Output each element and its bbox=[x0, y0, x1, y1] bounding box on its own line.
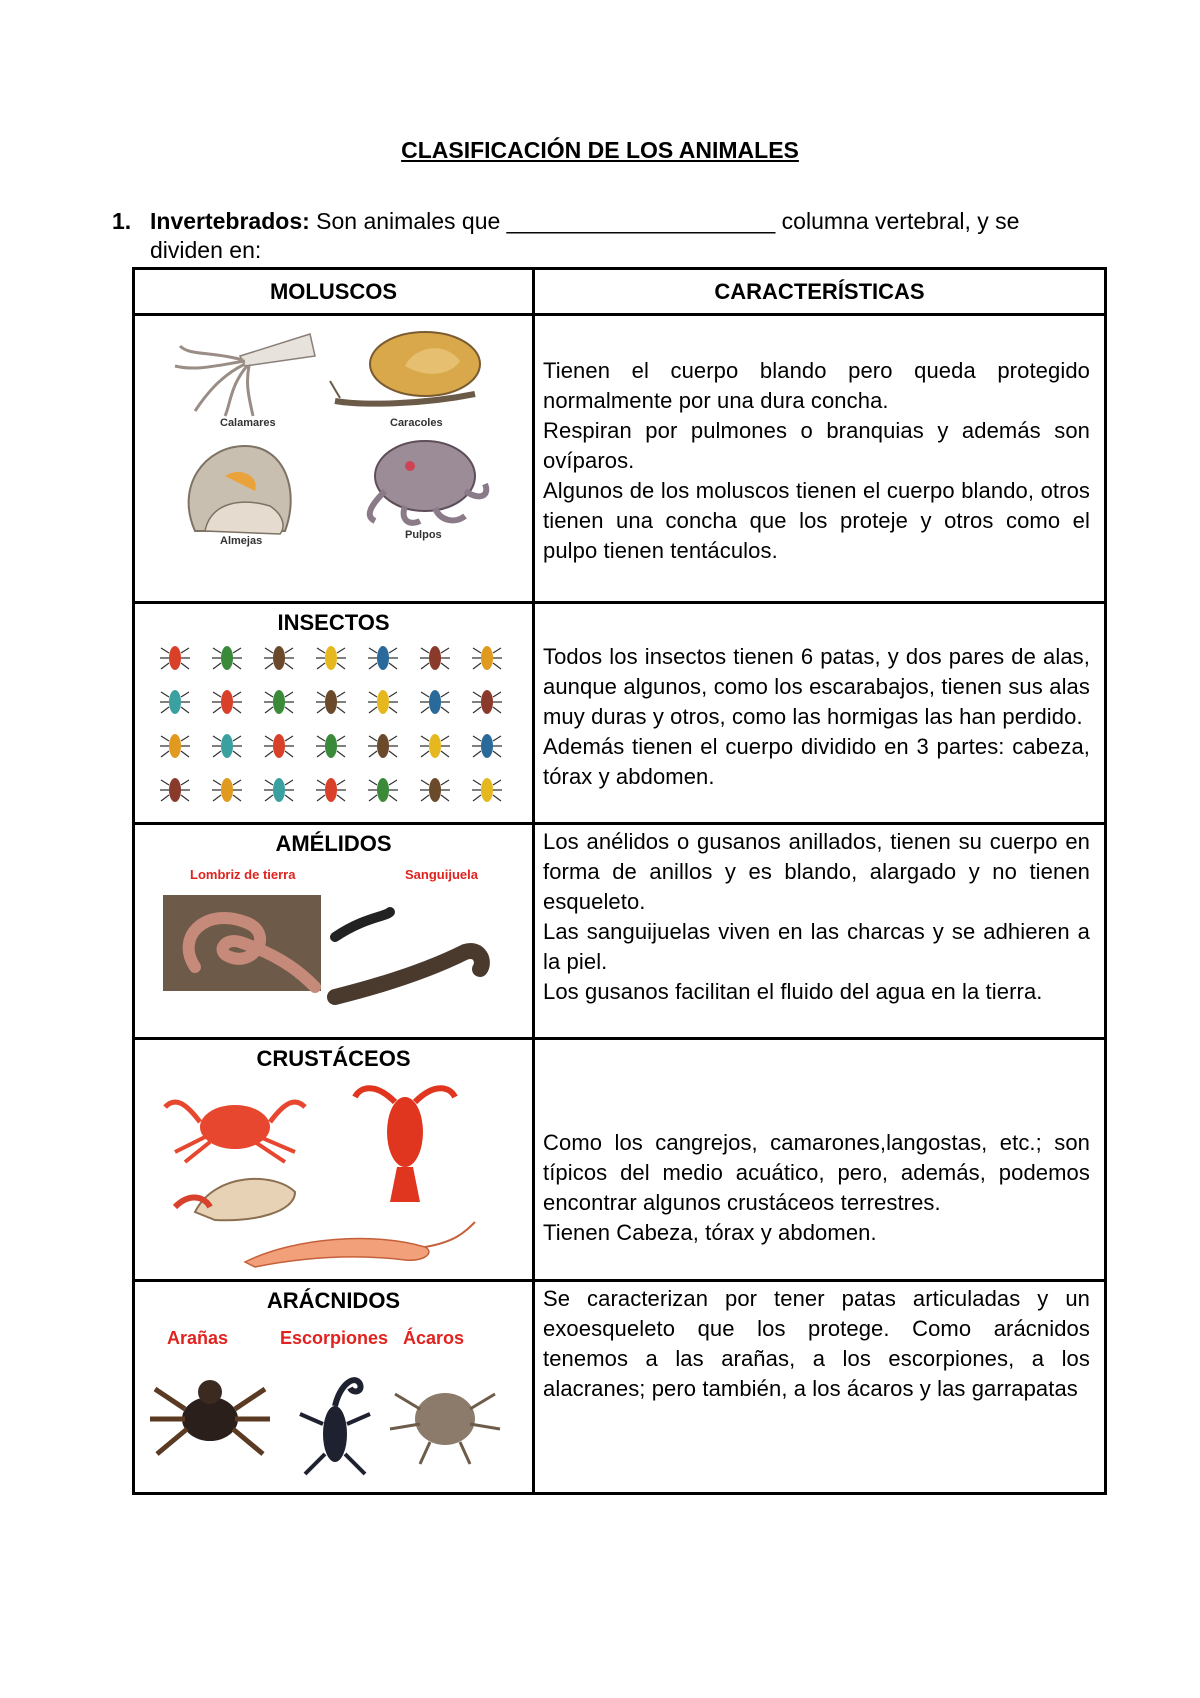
insect-icon bbox=[481, 690, 493, 714]
spider-icon bbox=[150, 1380, 270, 1454]
row-name-amelidos: AMÉLIDOS bbox=[275, 831, 392, 857]
label-escorpiones: Escorpiones bbox=[280, 1327, 389, 1348]
moluscos-description-cell bbox=[534, 315, 1106, 603]
moluscos-image-cell bbox=[134, 315, 534, 603]
insect-icon bbox=[325, 646, 337, 670]
insects-illustration bbox=[135, 636, 529, 816]
label-aranas: Arañas bbox=[167, 1327, 229, 1348]
fill-in-blank: _____________________ bbox=[506, 208, 776, 234]
description-paragraph: Los anélidos o gusanos anillados, tienen su cuerpo en forma de anillos y es blando, alargado y no tienen esqueleto. bbox=[543, 829, 1090, 915]
crab-icon bbox=[165, 1102, 305, 1162]
insect-icon bbox=[273, 778, 285, 802]
insect-icon bbox=[221, 690, 233, 714]
description-paragraph: Tienen Cabeza, tórax y abdomen. bbox=[543, 1220, 877, 1246]
insect-icon bbox=[481, 646, 493, 670]
row-name-aracnidos: ARÁCNIDOS bbox=[266, 1287, 401, 1313]
label-caracoles: Caracoles bbox=[390, 417, 443, 430]
classification-table bbox=[132, 267, 1107, 1495]
insect-icon bbox=[273, 734, 285, 758]
insect-icon bbox=[429, 778, 441, 802]
clam-icon bbox=[189, 446, 291, 534]
lobster-icon bbox=[355, 1089, 455, 1203]
insect-icon bbox=[429, 646, 441, 670]
row-name-crustaceos: CRUSTÁCEOS bbox=[256, 1046, 411, 1072]
description-paragraph: Los gusanos facilitan el fluido del agua en la tierra. bbox=[543, 979, 1043, 1005]
leech-icon bbox=[335, 951, 482, 997]
hermit-crab-icon bbox=[175, 1179, 295, 1220]
insect-icon bbox=[429, 690, 441, 714]
arachnids-illustration bbox=[135, 1314, 529, 1484]
intro-term: Invertebrados: bbox=[150, 208, 310, 234]
aracnidos-image-cell bbox=[134, 1280, 534, 1493]
crustaceos-description-cell bbox=[534, 1039, 1106, 1280]
table-row-insectos bbox=[134, 602, 1106, 823]
shrimp-icon bbox=[245, 1222, 475, 1267]
leech-small-icon bbox=[335, 912, 390, 937]
description-paragraph: Algunos de los moluscos tienen el cuerpo blando, otros tienen una concha que los proteje y otros como el pulpo tienen tentáculos. bbox=[543, 478, 1090, 564]
table-row-aracnidos bbox=[134, 1280, 1106, 1493]
crustaceos-image-cell bbox=[134, 1039, 534, 1280]
row-name-insectos: INSECTOS bbox=[277, 609, 390, 635]
insect-icon bbox=[325, 690, 337, 714]
snail-icon bbox=[330, 332, 480, 404]
squid-icon bbox=[175, 334, 315, 416]
insect-icon bbox=[221, 778, 233, 802]
insect-icon bbox=[325, 734, 337, 758]
insect-icon bbox=[169, 646, 181, 670]
insect-icon bbox=[273, 646, 285, 670]
header-moluscos: MOLUSCOS bbox=[134, 269, 534, 315]
intro-paragraph bbox=[112, 207, 1082, 265]
description-paragraph: Las sanguijuelas viven en las charcas y se adhieren a la piel. bbox=[543, 919, 1090, 975]
insect-icon bbox=[169, 778, 181, 802]
label-sanguijuela: Sanguijuela bbox=[405, 867, 478, 883]
page-title: CLASIFICACIÓN DE LOS ANIMALES bbox=[401, 137, 799, 163]
header-caracteristicas: CARACTERÍSTICAS bbox=[534, 269, 1106, 315]
description-paragraph: Respiran por pulmones o branquias y además son ovíparos. bbox=[543, 418, 1090, 474]
description-paragraph: Tienen el cuerpo blando pero queda protegido normalmente por una dura concha. bbox=[543, 358, 1090, 414]
label-pulpos: Pulpos bbox=[405, 529, 442, 542]
table-row-moluscos bbox=[134, 315, 1106, 603]
insect-icon bbox=[481, 778, 493, 802]
octopus-icon bbox=[370, 441, 487, 523]
list-number: 1. bbox=[112, 208, 132, 234]
crustaceans-illustration bbox=[135, 1072, 529, 1272]
table-row-amelidos bbox=[134, 824, 1106, 1039]
description-paragraph: Se caracterizan por tener patas articuladas y un exoesqueleto que los protege. Como arácnidos tenemos a las arañas, a los escorpiones, a los alacranes; pero también, a los ácaros y las garrapatas bbox=[543, 1285, 1090, 1401]
label-calamares: Calamares bbox=[220, 417, 276, 430]
insect-icon bbox=[325, 778, 337, 802]
amelidos-image-cell bbox=[134, 824, 534, 1039]
intro-text-after: columna vertebral, y se dividen en: bbox=[150, 208, 1020, 263]
annelids-illustration bbox=[135, 857, 529, 1027]
scorpion-icon bbox=[300, 1380, 370, 1474]
insect-icon bbox=[169, 734, 181, 758]
insect-icon bbox=[377, 778, 389, 802]
insectos-image-cell bbox=[134, 602, 534, 823]
description-paragraph: Todos los insectos tienen 6 patas, y dos pares de alas, aunque algunos, como los escarabajos, tienen sus alas muy duras y otros, como las hormigas las han perdido. bbox=[543, 643, 1090, 729]
insect-icon bbox=[273, 690, 285, 714]
aracnidos-description-cell bbox=[534, 1280, 1106, 1493]
insect-icon bbox=[481, 734, 493, 758]
insect-icon bbox=[377, 734, 389, 758]
table-row-crustaceos bbox=[134, 1039, 1106, 1280]
mite-icon bbox=[390, 1393, 500, 1464]
insect-icon bbox=[429, 734, 441, 758]
insectos-description-cell bbox=[534, 602, 1106, 823]
label-lombriz: Lombriz de tierra bbox=[190, 867, 296, 883]
insect-icon bbox=[221, 646, 233, 670]
label-acaros: Ácaros bbox=[403, 1327, 465, 1348]
description-paragraph: Además tienen el cuerpo dividido en 3 partes: cabeza, tórax y abdomen. bbox=[543, 733, 1090, 789]
insect-icon bbox=[377, 690, 389, 714]
description-paragraph: Como los cangrejos, camarones,langostas, etc.; son típicos del medio acuático, pero, además, podemos encontrar algunos crustáceos terrestres. bbox=[543, 1130, 1090, 1216]
label-almejas: Almejas bbox=[220, 535, 263, 548]
intro-text-before: Son animales que bbox=[309, 208, 507, 234]
insect-icon bbox=[221, 734, 233, 758]
moluscos-illustration bbox=[135, 316, 529, 594]
insect-icon bbox=[377, 646, 389, 670]
amelidos-description-cell bbox=[534, 824, 1106, 1039]
insect-icon bbox=[169, 690, 181, 714]
